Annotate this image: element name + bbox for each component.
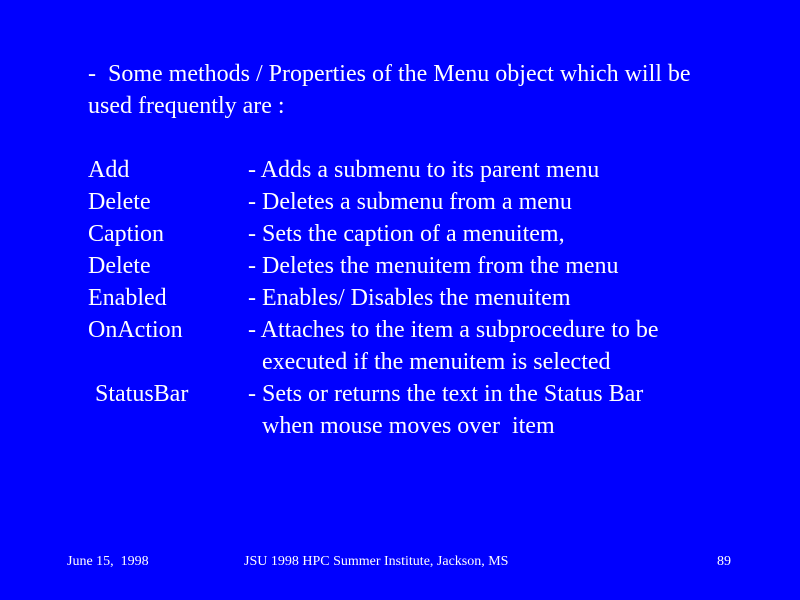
method-desc-caption: - Sets the caption of a menuitem, xyxy=(248,221,565,247)
intro-text xyxy=(88,58,778,122)
method-term-statusbar: StatusBar xyxy=(95,381,189,407)
page-number: 89 xyxy=(717,554,731,569)
method-desc-delete: - Deletes a submenu from a menu xyxy=(248,189,572,215)
method-desc-statusbar: - Sets or returns the text in the Status Bar xyxy=(248,381,644,407)
method-term-delete: Delete xyxy=(88,189,151,215)
method-term-onaction: OnAction xyxy=(88,317,183,343)
intro-line: used frequently are : xyxy=(88,93,285,119)
intro-line: - Some methods / Properties of the Menu object which will be xyxy=(88,61,691,87)
method-desc-statusbar-cont: when mouse moves over item xyxy=(262,413,555,439)
method-term-add: Add xyxy=(88,157,130,183)
footer-event: JSU 1998 HPC Summer Institute, Jackson, MS xyxy=(244,554,509,569)
footer-date: June 15, 1998 xyxy=(67,554,149,569)
method-term-delete-item: Delete xyxy=(88,253,151,279)
method-desc-onaction: - Attaches to the item a subprocedure to be xyxy=(248,317,659,343)
method-term-caption: Caption xyxy=(88,221,164,247)
method-desc-enabled: - Enables/ Disables the menuitem xyxy=(248,285,571,311)
method-term-enabled: Enabled xyxy=(88,285,167,311)
method-desc-delete-item: - Deletes the menuitem from the menu xyxy=(248,253,619,279)
method-desc-add: - Adds a submenu to its parent menu xyxy=(248,157,600,183)
method-desc-onaction-cont: executed if the menuitem is selected xyxy=(262,349,611,375)
